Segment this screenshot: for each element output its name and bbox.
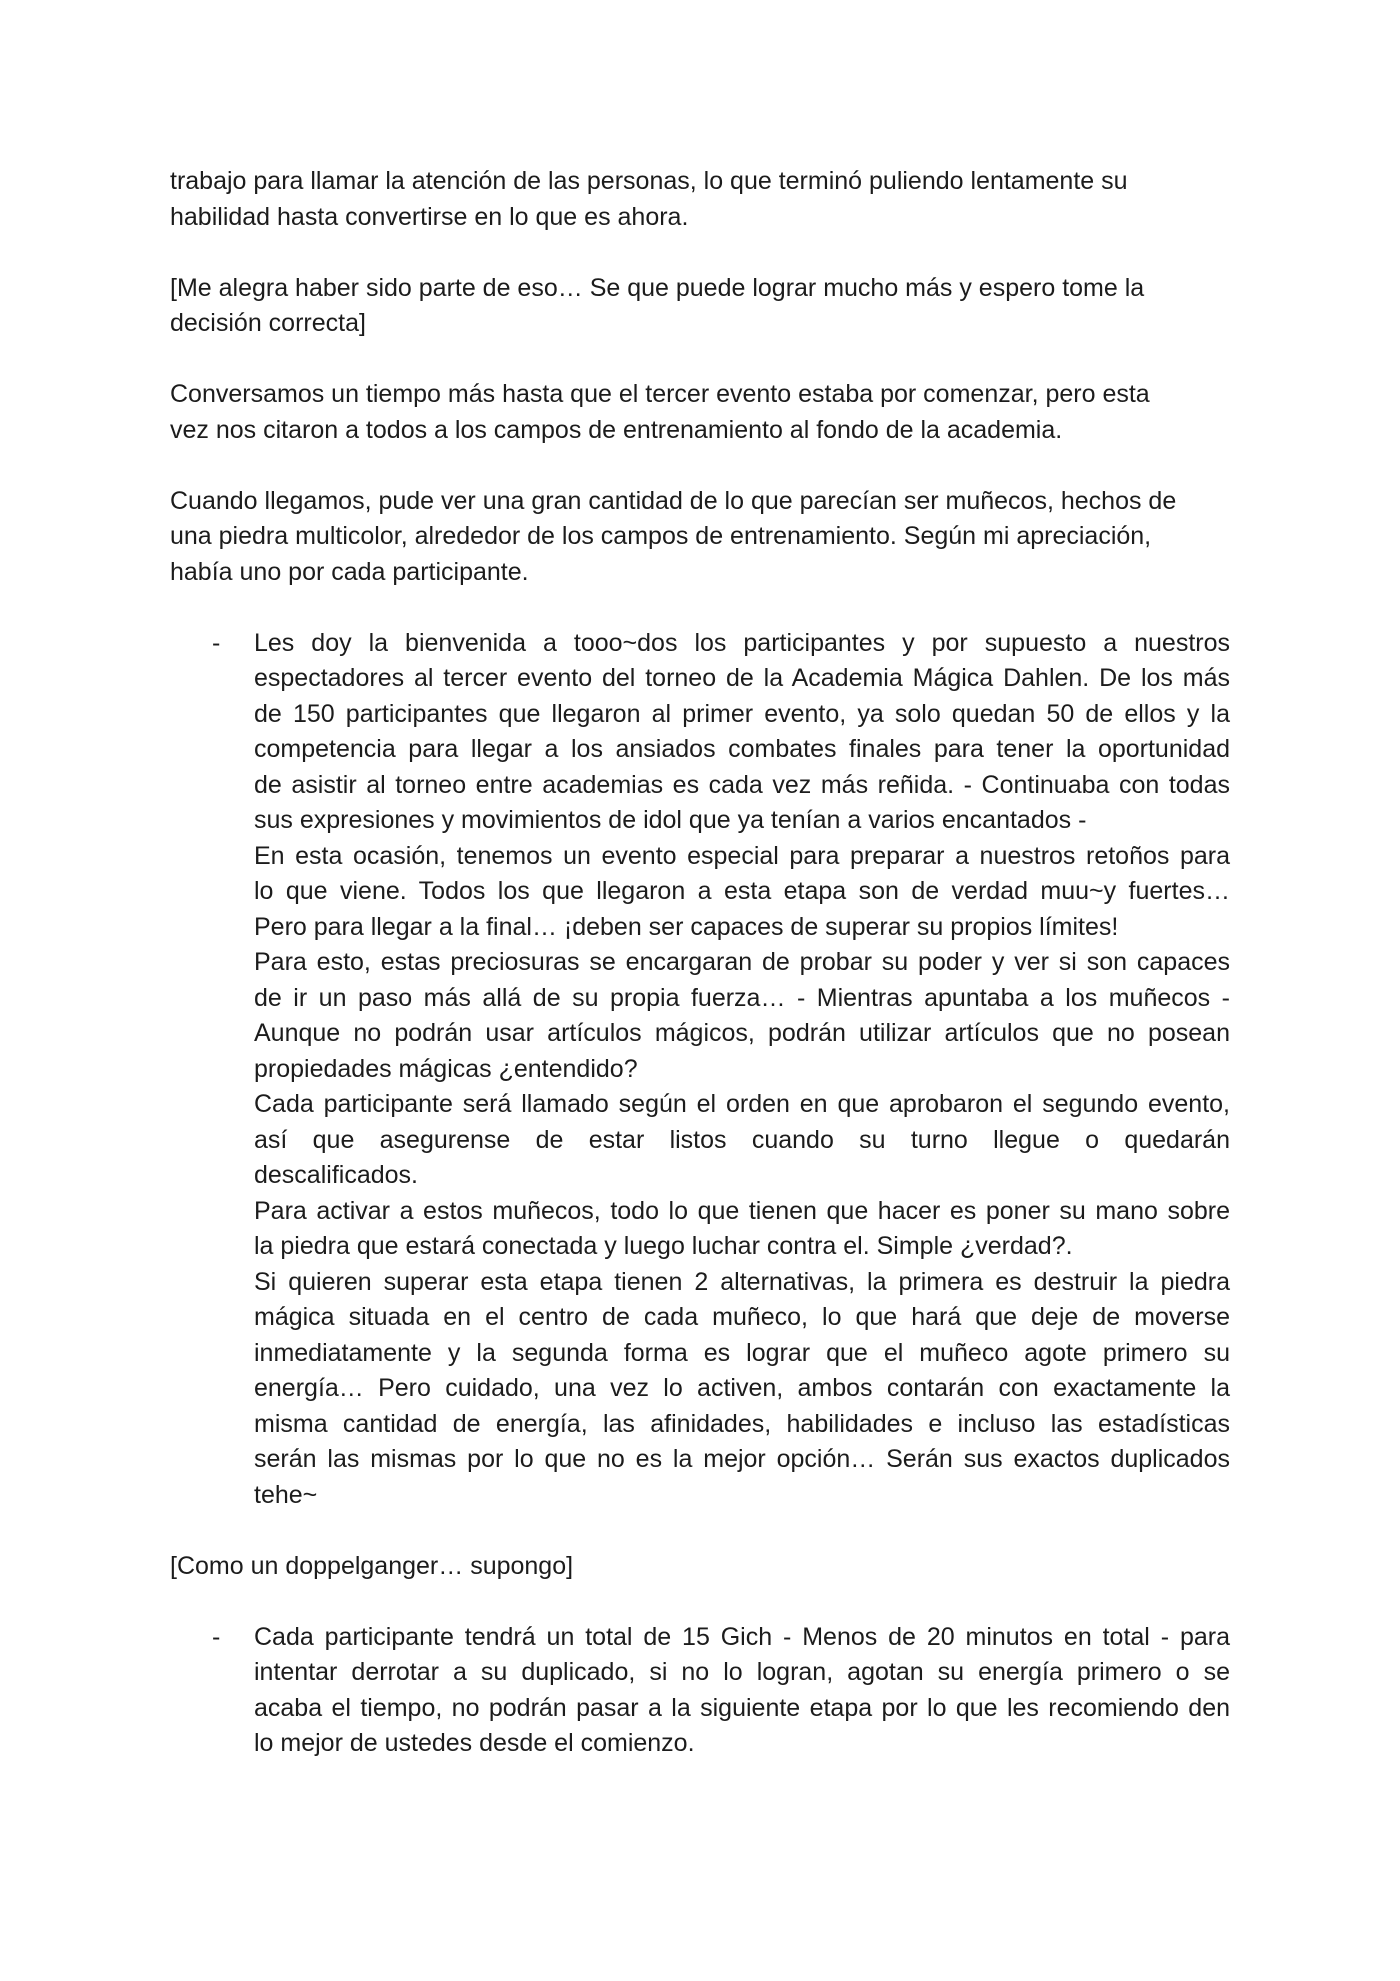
text-line: había uno por cada participante. [170, 557, 529, 586]
text-line: sus expresiones y movimientos de idol que ya tenían a varios encantados - [254, 806, 1087, 834]
document-page [170, 164, 1230, 1797]
text-line: habilidad hasta convertirse en lo que es ahora. [170, 202, 689, 231]
text-line: trabajo para llamar la atención de las personas, lo que terminó puliendo lentamente su [170, 167, 1128, 195]
text-line: descalificados. [254, 1161, 418, 1189]
paragraph [170, 271, 1230, 342]
text-line: así que asegurense de estar listos cuando su turno llegue o quedarán [254, 1125, 1230, 1154]
text-line: la piedra que estará conectada y luego luchar contra el. Simple ¿verdad?. [254, 1232, 1073, 1260]
text-line: Para esto, estas preciosuras se encargaran de probar su poder y ver si son capaces [254, 948, 1230, 976]
text-line: decisión correcta] [170, 309, 366, 337]
text-line: espectadores al tercer evento del torneo de la Academia Mágica Dahlen. De los más [254, 664, 1230, 692]
dialogue-block [170, 626, 1230, 1514]
text-line: misma cantidad de energía, las afinidades, habilidades e incluso las estadísticas [254, 1409, 1230, 1438]
text-line: de ir un paso más allá de su propia fuerza… - Mientras apuntaba a los muñecos - [254, 983, 1230, 1012]
dialogue-dash: - [212, 1622, 221, 1651]
text-line: Pero para llegar a la final… ¡deben ser capaces de superar su propios límites! [254, 912, 1119, 941]
paragraph [170, 164, 1230, 235]
text-line: una piedra multicolor, alrededor de los campos de entrenamiento. Según mi apreciación, [170, 522, 1152, 550]
text-line: [Como un doppelganger… supongo] [170, 1551, 574, 1580]
text-line: [Me alegra haber sido parte de eso… Se que puede lograr mucho más y espero tome la [170, 273, 1145, 302]
text-line: En esta ocasión, tenemos un evento especial para preparar a nuestros retoños para [254, 841, 1230, 870]
paragraph [170, 377, 1230, 448]
text-line: Para activar a estos muñecos, todo lo que tienen que hacer es poner su mano sobre [254, 1196, 1230, 1225]
text-line: energía… Pero cuidado, una vez lo activen, ambos contarán con exactamente la [254, 1374, 1230, 1402]
text-line: de 150 participantes que llegaron al primer evento, ya solo quedan 50 de ellos y la [254, 699, 1230, 728]
text-line: inmediatamente y la segunda forma es lograr que el muñeco agote primero su [254, 1338, 1230, 1367]
text-line: competencia para llegar a los ansiados combates finales para tener la oportunidad [254, 735, 1230, 763]
text-line: Cada participante será llamado según el orden en que aprobaron el segundo evento, [254, 1090, 1230, 1118]
dialogue-block [170, 1620, 1230, 1762]
text-line: acaba el tiempo, no podrán pasar a la siguiente etapa por lo que les recomiendo den [254, 1693, 1230, 1722]
text-line: Cada participante tendrá un total de 15 Gich - Menos de 20 minutos en total - para [254, 1622, 1230, 1651]
dialogue-dash: - [212, 628, 221, 657]
text-line: de asistir al torneo entre academias es cada vez más reñida. - Continuaba con todas [254, 770, 1230, 799]
text-line: tehe~ [254, 1480, 318, 1509]
paragraph [170, 484, 1230, 591]
text-line: mágica situada en el centro de cada muñeco, lo que hará que deje de moverse [254, 1303, 1230, 1331]
text-line: lo que viene. Todos los que llegaron a esta etapa son de verdad muu~y fuertes… [254, 877, 1230, 905]
text-line: intentar derrotar a su duplicado, si no lo logran, agotan su energía primero o se [254, 1658, 1230, 1686]
text-line: Cuando llegamos, pude ver una gran cantidad de lo que parecían ser muñecos, hechos de [170, 486, 1177, 515]
text-line: lo mejor de ustedes desde el comienzo. [254, 1729, 695, 1757]
text-line: Les doy la bienvenida a tooo~dos los participantes y por supuesto a nuestros [254, 628, 1230, 657]
text-line: Aunque no podrán usar artículos mágicos, podrán utilizar artículos que no posean [254, 1019, 1230, 1047]
text-line: propiedades mágicas ¿entendido? [254, 1054, 638, 1083]
text-line: Si quieren superar esta etapa tienen 2 alternativas, la primera es destruir la piedra [254, 1267, 1230, 1296]
text-line: serán las mismas por lo que no es la mejor opción… Serán sus exactos duplicados [254, 1445, 1230, 1473]
text-line: vez nos citaron a todos a los campos de entrenamiento al fondo de la academia. [170, 415, 1063, 444]
text-line: Conversamos un tiempo más hasta que el tercer evento estaba por comenzar, pero esta [170, 380, 1150, 408]
paragraph [170, 1549, 1230, 1585]
